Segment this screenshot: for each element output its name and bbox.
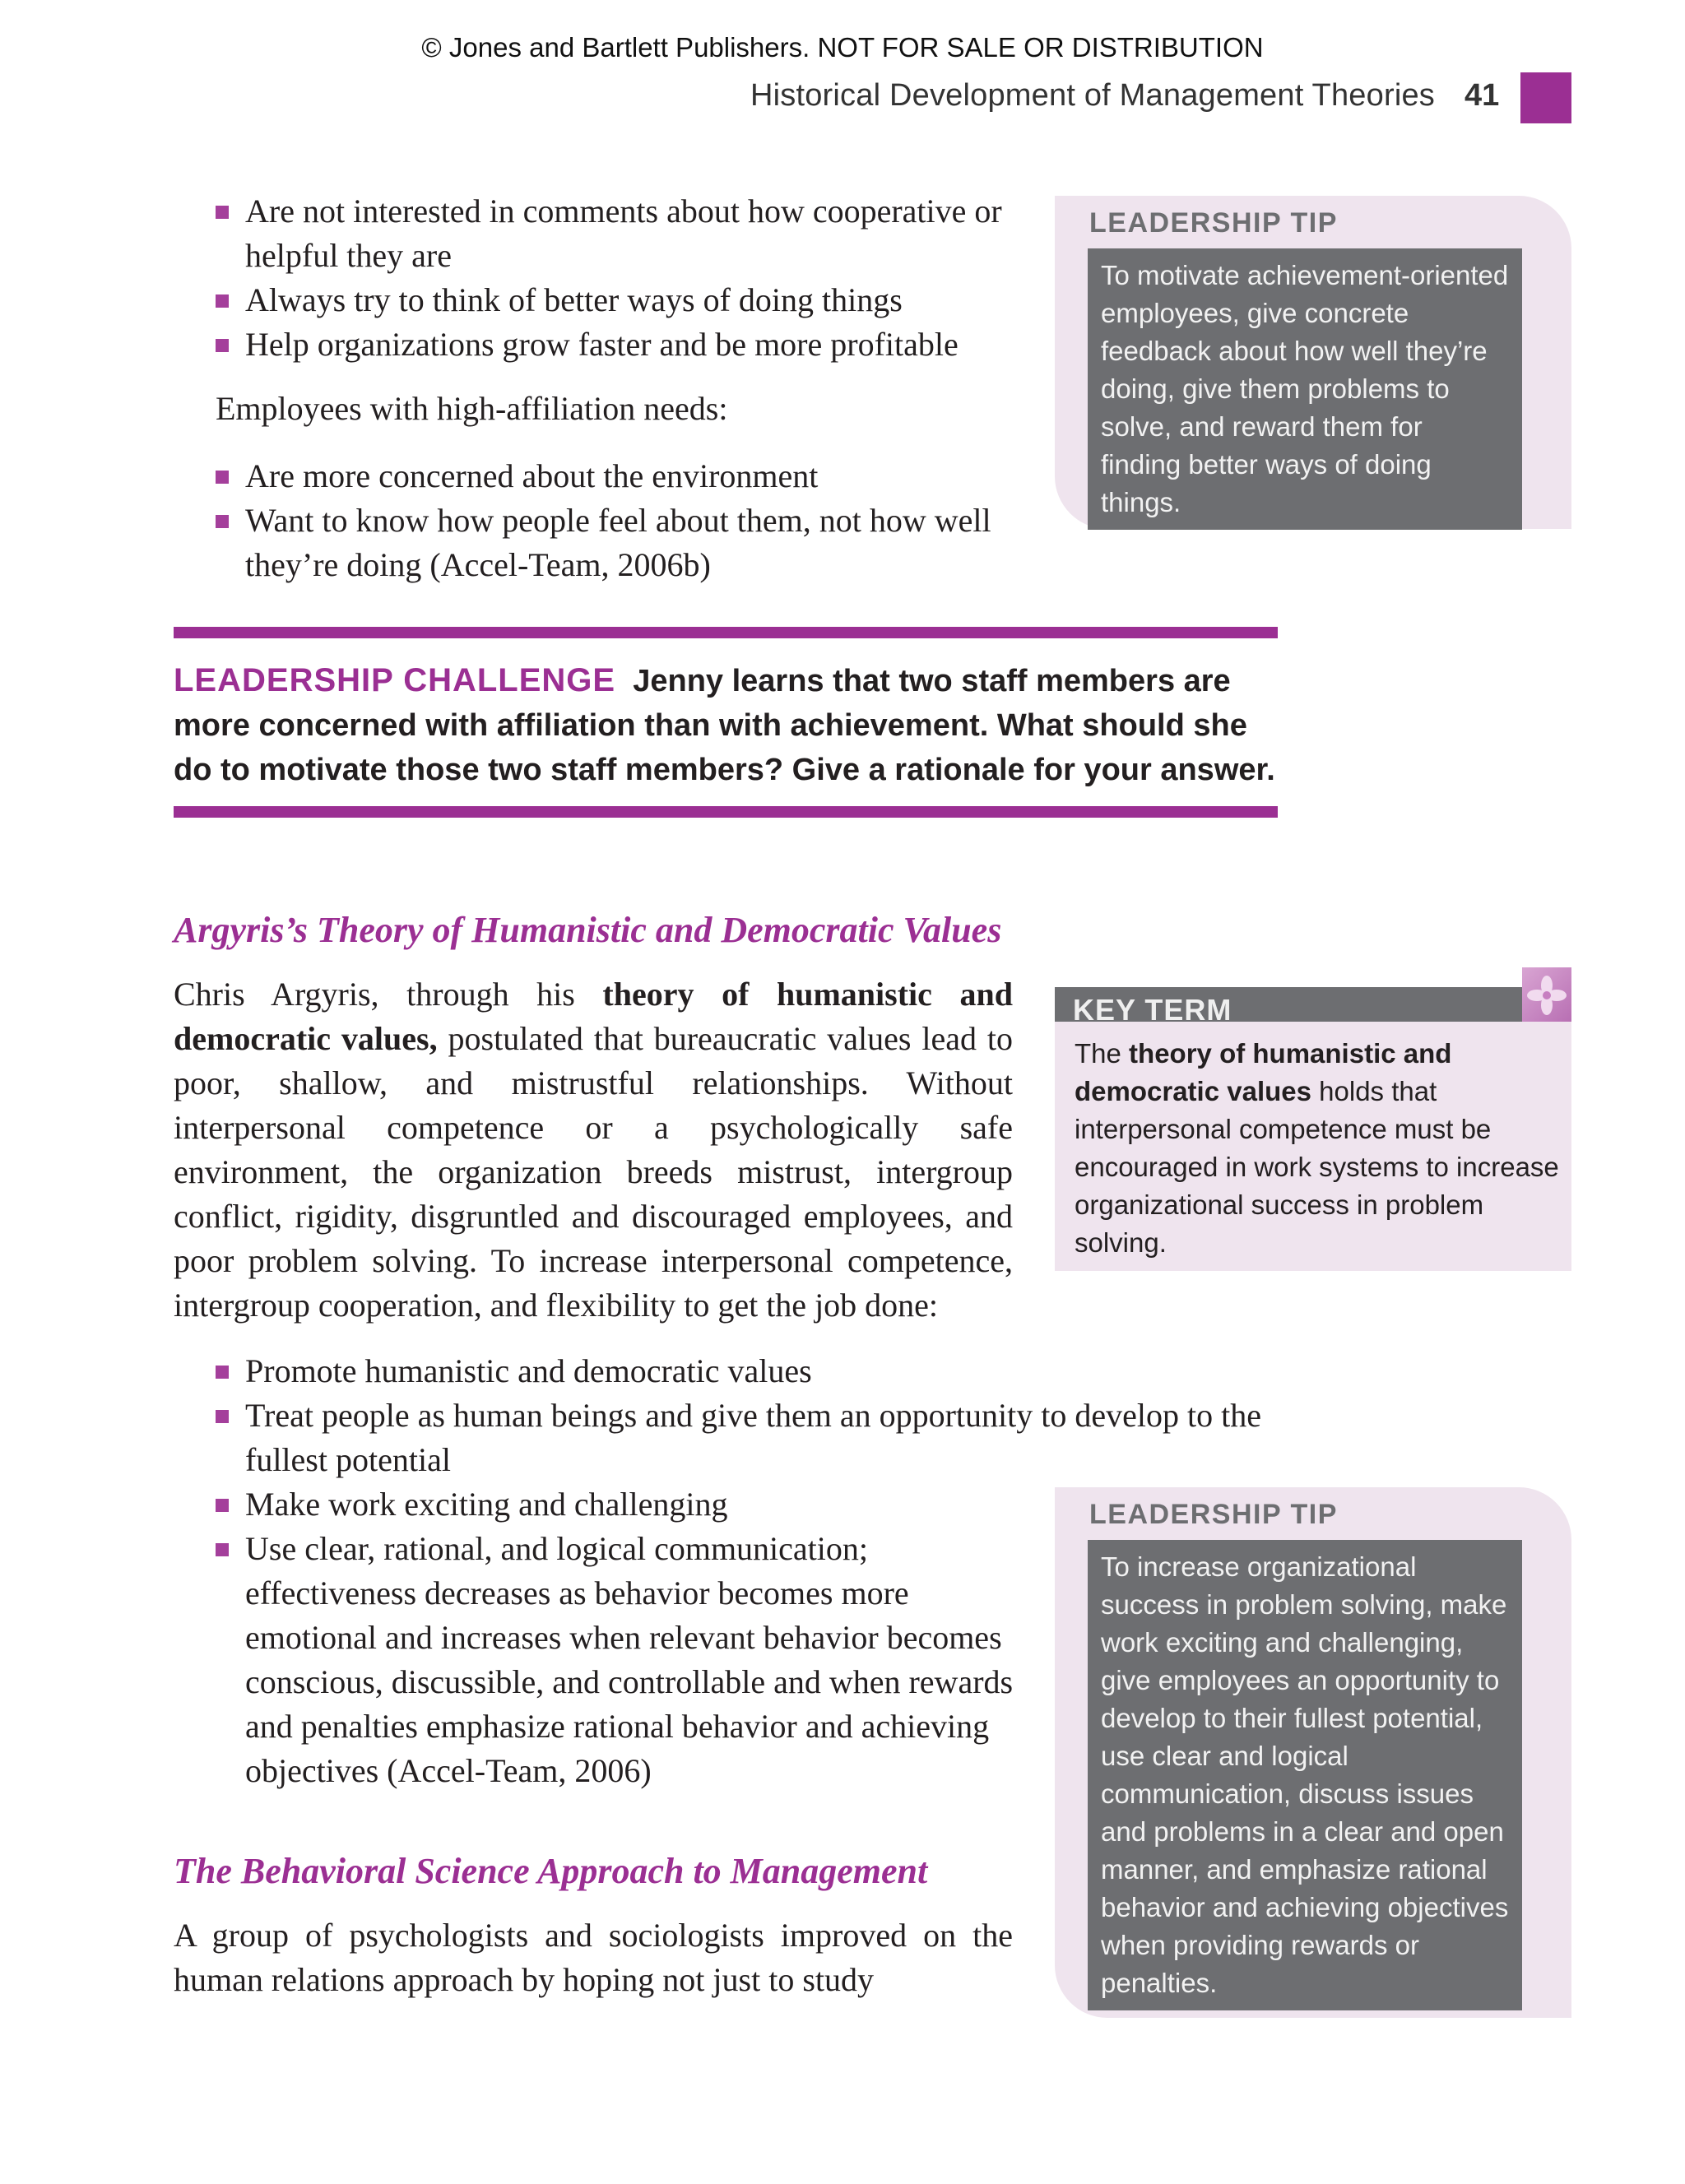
list-item: Promote humanistic and democratic values [216, 1349, 1285, 1393]
behavioral-science-paragraph: A group of psychologists and sociologists improved on the human relations approach by hoping not just to study [174, 1917, 1013, 1998]
running-head: Historical Development of Management Theories [750, 78, 1435, 113]
bullet-square-icon [216, 1543, 229, 1556]
list-item: Are more concerned about the environment [216, 454, 1022, 498]
bullet-square-icon [216, 1499, 229, 1512]
leadership-challenge-text: Jenny learns that two staff members are more concerned with affiliation than with achievement. What should she do to motivate those two staff members? Give a rationale for your answer. [174, 664, 1275, 787]
leadership-tip-label: LEADERSHIP TIP [1089, 1499, 1338, 1530]
copyright-notice: © Jones and Bartlett Publishers. NOT FOR SALE OR DISTRIBUTION [421, 32, 1264, 63]
bullet-square-icon [216, 206, 229, 219]
list-item: Want to know how people feel about them, not how well they’re doing (Accel-Team, 2006b) [216, 498, 1022, 587]
leadership-tip-text: To motivate achievement-oriented employees, give concrete feedback about how well they’re doing, give them problems to solve, and reward them for finding better ways of doing things. [1088, 248, 1522, 530]
defined-term: theory of humanistic and democratic values, [174, 976, 1013, 1057]
affiliation-bullet-list [216, 454, 1022, 587]
argyris-paragraph: Chris Argyris, through his theory of humanistic and democratic values, postulated that bureaucratic values lead to poor, shallow, and mistrustful relationships. Without interpersonal competence or a psychologically safe environment, the organization breeds mistrust, intergroup conflict, rigidity, disgruntled and discouraged employees, and poor problem solving. To increase interpersonal competence, intergroup cooperation, and flexibility to get the job done: [174, 976, 1013, 1324]
leadership-tip-box [1055, 196, 1571, 529]
bullet-square-icon [216, 515, 229, 528]
list-item: Make work exciting and challenging [216, 1482, 1285, 1527]
key-term-header [1055, 987, 1522, 1022]
affiliation-intro: Employees with high-affiliation needs: [216, 390, 728, 427]
leadership-tip-label: LEADERSHIP TIP [1089, 207, 1338, 239]
bullet-square-icon [216, 294, 229, 308]
list-item: Are not interested in comments about how cooperative or helpful they are [216, 189, 1022, 278]
leadership-challenge-label: LEADERSHIP CHALLENGE [174, 662, 616, 698]
challenge-top-rule [174, 627, 1278, 638]
list-item: Use clear, rational, and logical communication; effectiveness decreases as behavior becomes more emotional and increases when relevant behavior becomes conscious, discussible, and controllable and when rewards and penalties emphasize rational behavior and achieving objectives (Accel-Team, 2006) [216, 1527, 1043, 1793]
key-term-text: The theory of humanistic and democratic values holds that interpersonal competence must be encouraged in work systems to increase organizational success in problem solving. [1075, 1038, 1559, 1258]
bullet-square-icon [216, 1410, 229, 1423]
bullet-square-icon [216, 339, 229, 352]
flower-icon [1522, 967, 1571, 1022]
bullet-square-icon [216, 1366, 229, 1379]
section-heading-argyris: Argyris’s Theory of Humanistic and Democratic Values [174, 910, 1002, 950]
list-item: Treat people as human beings and give them an opportunity to develop to the fullest potential [216, 1393, 1307, 1482]
key-term-label: KEY TERM [1073, 993, 1232, 1022]
leadership-challenge [174, 658, 1278, 792]
section-heading-behavioral-science: The Behavioral Science Approach to Management [174, 1851, 928, 1891]
leadership-tip-box [1055, 1487, 1571, 2018]
page-number: 41 [1465, 78, 1500, 113]
challenge-bottom-rule [174, 806, 1278, 818]
achievement-bullet-list [216, 189, 1022, 367]
leadership-tip-text: To increase organizational success in problem solving, make work exciting and challenging, give employees an opportunity to develop to their fullest potential, use clear and logical communication, discuss issues and problems in a clear and open manner, and emphasize rational behavior and achieving objectives when providing rewards or penalties. [1088, 1540, 1522, 2010]
list-item: Help organizations grow faster and be more profitable [216, 322, 1022, 367]
bullet-square-icon [216, 471, 229, 484]
list-item: Always try to think of better ways of doing things [216, 278, 1022, 322]
page-tab-marker [1520, 72, 1571, 123]
key-term-box [1055, 987, 1571, 1271]
